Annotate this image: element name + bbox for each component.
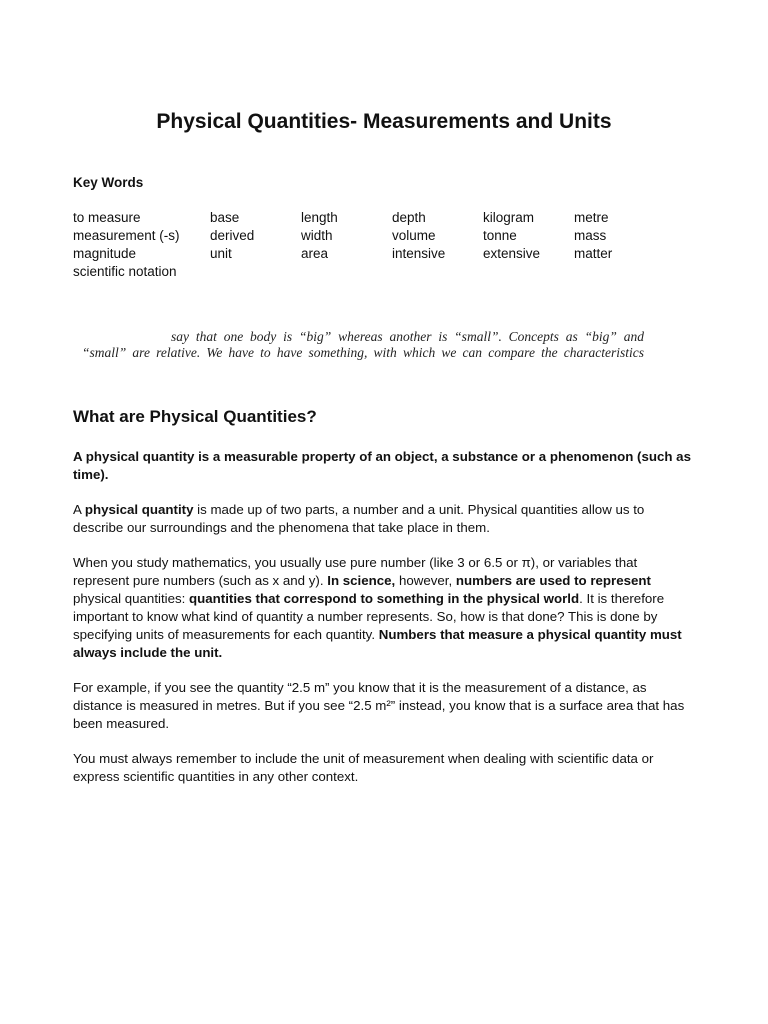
key-word: matter	[574, 246, 613, 261]
definition-paragraph: A physical quantity is a measurable property of an object, a substance or a phenomenon (such as time).	[73, 449, 691, 482]
quote-line: say that one body is “big” whereas another is “small”. Concepts as “big” and	[171, 329, 644, 344]
key-word: intensive	[392, 246, 446, 261]
quote-line: “small” are relative. We have to have something, with which we can compare the characteristics	[82, 345, 644, 360]
text-run-bold: physical quantity	[84, 502, 194, 517]
text-run: . It is therefore important to know what kind of quantity a number represents. So, how is that done? This is done by specifying units of measurements for each quantity.	[73, 591, 665, 642]
key-word: scientific notation	[73, 264, 177, 279]
italic-quote	[82, 329, 644, 361]
key-word: base	[210, 210, 240, 225]
text-run: A	[73, 502, 85, 517]
key-word: extensive	[483, 246, 541, 261]
key-word: kilogram	[483, 210, 535, 225]
key-words-table	[73, 210, 654, 282]
text-run: When you study mathematics, you usually use pure number (like 3 or 6.5 or π), or variables that represent pure numbers (such as x and y).	[73, 555, 638, 588]
key-word: tonne	[483, 228, 517, 243]
key-word: length	[301, 210, 338, 225]
key-word: unit	[210, 246, 232, 261]
page-title: Physical Quantities- Measurements and Units	[156, 110, 612, 133]
text-run: physical quantities:	[73, 591, 190, 606]
key-word: derived	[210, 228, 255, 243]
key-words-heading: Key Words	[73, 175, 144, 190]
text-run: is made up of two parts, a number and a unit. Physical quantities allow us to describe our surroundings and the phenomena that take place in them.	[73, 502, 645, 535]
text-run-bold: In science,	[327, 573, 396, 588]
key-word: depth	[392, 210, 426, 225]
paragraph-3: For example, if you see the quantity “2.5 m” you know that it is the measurement of a distance, as distance is measured in metres. But if you see “2.5 m²” instead, you know that is a surface area that has been measured.	[73, 680, 685, 731]
paragraph-4: You must always remember to include the unit of measurement when dealing with scientific data or express scientific quantities in any other context.	[73, 751, 654, 784]
key-word: width	[301, 228, 333, 243]
section-heading: What are Physical Quantities?	[73, 407, 317, 426]
key-word: area	[301, 246, 329, 261]
text-run: however,	[395, 573, 456, 588]
paragraph-2	[73, 554, 697, 662]
key-word: metre	[574, 210, 609, 225]
text-run-bold: quantities that correspond to something in the physical world	[189, 591, 580, 606]
key-word: magnitude	[73, 246, 137, 261]
key-word: measurement (-s)	[73, 228, 180, 243]
text-run-bold: numbers are used to represent	[455, 573, 651, 588]
paragraph-1	[73, 501, 697, 537]
text-run-bold: Numbers that measure a physical quantity must always include the unit.	[73, 627, 682, 660]
key-word: mass	[574, 228, 607, 243]
key-word: volume	[392, 228, 436, 243]
key-word: to measure	[73, 210, 141, 225]
